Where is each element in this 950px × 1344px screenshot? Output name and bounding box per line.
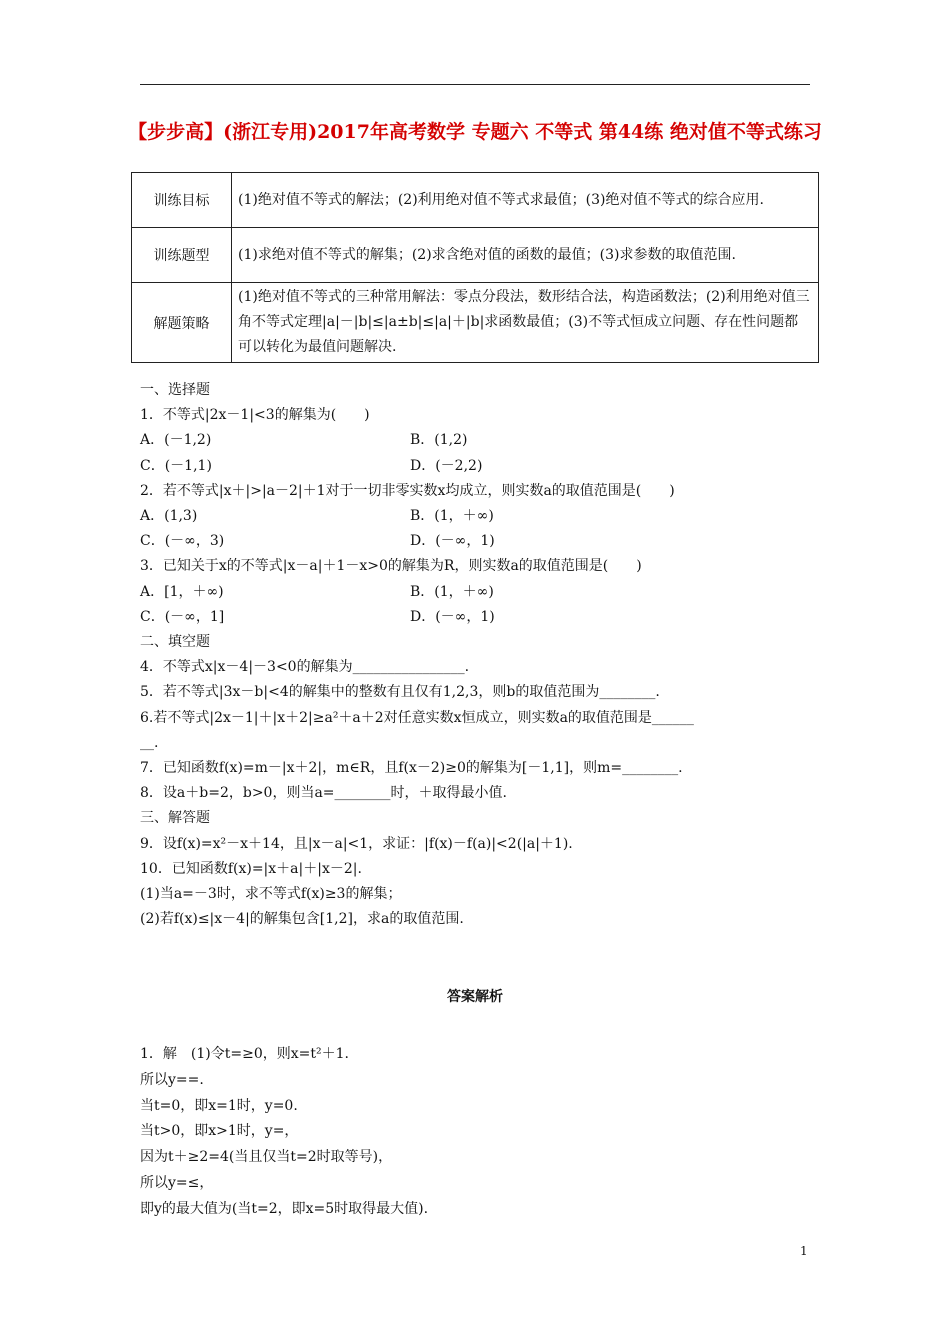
option: D．(－∞，1) [410, 608, 495, 625]
table-row [132, 173, 819, 228]
info-table [131, 172, 819, 363]
section-heading: 一、选择题 [140, 382, 210, 398]
section-heading: 二、填空题 [140, 634, 210, 651]
options-row [140, 504, 820, 529]
table-row [132, 283, 819, 363]
options-row [140, 454, 820, 479]
table-row [132, 228, 819, 283]
answer-line: 因为t＋≥2=4(当且仅当t=2时取等号)， [140, 1149, 393, 1166]
option: B．(1,2) [410, 432, 468, 449]
option: C．(－∞，3) [140, 533, 225, 550]
table-key: 训练题型 [132, 228, 232, 283]
question-10-part-1: (1)当a=－3时，求不等式f(x)≥3的解集； [140, 886, 402, 903]
options-row [140, 605, 820, 630]
option: A．(1,3) [140, 508, 198, 525]
question-7: 7．已知函数f(x)=m－|x＋2|，m∈R，且f(x－2)≥0的解集为[－1,1]，则m=________. [140, 760, 683, 777]
question-8: 8．设a＋b=2，b>0，则当a=________时，＋取得最小值. [140, 785, 507, 802]
answer-line: 1．解 (1)令t=≥0，则x=t²＋1. [140, 1046, 349, 1062]
question-4: 4．不等式x|x－4|－3<0的解集为________________. [140, 659, 470, 676]
answer-line: 当t>0，即x>1时，y=， [140, 1123, 299, 1140]
table-value: (1)求绝对值不等式的解集；(2)求含绝对值的函数的最值；(3)求参数的取值范围. [232, 228, 819, 283]
table-value: (1)绝对值不等式的三种常用解法：零点分段法，数形结合法，构造函数法；(2)利用绝对值三角不等式定理|a|－|b|≤|a±b|≤|a|＋|b|求函数最值；(3)不等式恒成立问题、存在性问题都可以转化为最值问题解决. [232, 283, 819, 363]
option: B．(1，＋∞) [410, 508, 494, 525]
options-row [140, 428, 820, 453]
question-6: 6.若不等式|2x－1|＋|x＋2|≥a²＋a＋2对任意实数x恒成立，则实数a的取值范围是______ [140, 709, 694, 726]
answer-line: 所以y=≤， [140, 1174, 214, 1191]
question-3: 3．已知关于x的不等式|x－a|＋1－x>0的解集为R，则实数a的取值范围是( ) [140, 558, 642, 575]
table-key: 解题策略 [132, 283, 232, 363]
options-row [140, 529, 820, 554]
question-10-part-2: (2)若f(x)≤|x－4|的解集包含[1,2]，求a的取值范围. [140, 911, 464, 928]
question-2: 2．若不等式|x＋|>|a－2|＋1对于一切非零实数x均成立，则实数a的取值范围是( ) [140, 482, 675, 499]
question-1: 1．不等式|2x－1|<3的解集为( ) [140, 407, 370, 424]
option: A．(－1,2) [140, 432, 212, 449]
answer-line: 即y的最大值为(当t=2，即x=5时取得最大值). [140, 1200, 429, 1217]
question-5: 5．若不等式|3x－b|<4的解集中的整数有且仅有1,2,3，则b的取值范围为________. [140, 684, 660, 701]
question-body [140, 378, 820, 932]
answer-line: 当t=0，即x=1时，y=0. [140, 1097, 298, 1114]
header-rule [140, 84, 810, 85]
option: C．(－1,1) [140, 457, 212, 474]
question-9: 9．设f(x)=x²－x＋14，且|x－a|<1，求证：|f(x)－f(a)|<2(|a|＋1). [140, 835, 573, 852]
answer-line: 所以y==. [140, 1071, 204, 1088]
page-number: 1 [800, 1244, 808, 1258]
question-6-cont: __. [140, 734, 159, 751]
option: D．(－2,2) [410, 457, 483, 474]
option: D．(－∞，1) [410, 533, 495, 550]
option: A．[1，＋∞) [140, 583, 224, 600]
option: B．(1，＋∞) [410, 583, 494, 600]
page-title: 【步步高】(浙江专用)2017年高考数学 专题六 不等式 第44练 绝对值不等式练习 [128, 121, 822, 143]
options-row [140, 580, 820, 605]
question-10: 10．已知函数f(x)=|x＋a|＋|x－2|. [140, 860, 362, 877]
table-key: 训练目标 [132, 173, 232, 228]
answers-heading: 答案解析 [447, 989, 503, 1005]
answers-body [140, 1042, 820, 1223]
section-heading: 三、解答题 [140, 810, 210, 827]
table-value: (1)绝对值不等式的解法；(2)利用绝对值不等式求最值；(3)绝对值不等式的综合应用. [232, 173, 819, 228]
option: C．(－∞，1] [140, 608, 225, 625]
